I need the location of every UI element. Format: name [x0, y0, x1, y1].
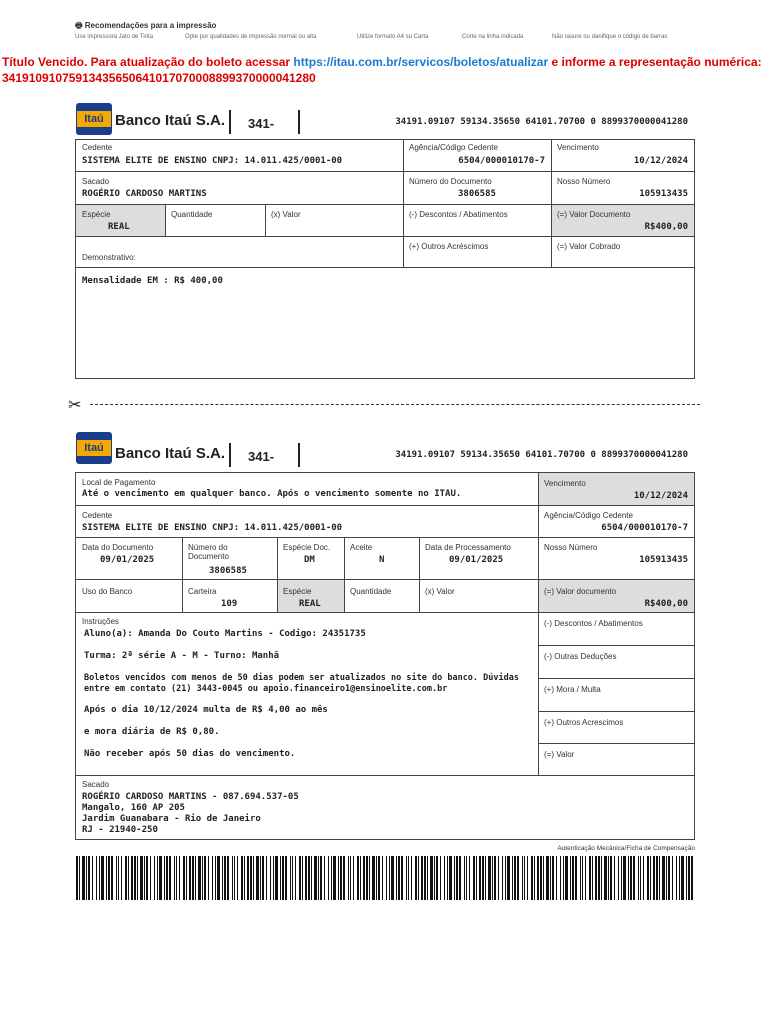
- descontos-cell: [538, 612, 695, 646]
- vencimento-cell: [551, 139, 695, 172]
- numdoc-cell: [182, 537, 278, 580]
- rec-item-3: Utilize formato A4 su Carta: [357, 34, 429, 40]
- recommendations-title-text: Recomendações para a impressão: [84, 21, 217, 30]
- bank-name: Banco Itaú S.A.: [115, 112, 226, 129]
- sacado-district: Jardim Guanabara - Rio de Janeiro: [82, 814, 261, 824]
- label: Carteira: [188, 587, 217, 596]
- especiedoc-cell: [277, 537, 345, 580]
- bank-code: 341-: [248, 449, 275, 464]
- especie-value: REAL: [299, 599, 321, 609]
- label: (-) Descontos / Abatimentos: [409, 210, 508, 219]
- local-cell: [75, 472, 539, 506]
- expired-alert: [2, 54, 766, 86]
- instrucoes-box: [75, 612, 539, 776]
- rec-item-1: Use impressora Jato de Tinta: [75, 34, 154, 40]
- label: Sacado: [82, 780, 110, 789]
- valordoc-cell: [551, 204, 695, 237]
- cedente-value: SISTEMA ELITE DE ENSINO CNPJ: 14.011.425/0001-00: [82, 156, 343, 166]
- agencia-value: 6504/000010170-7: [458, 156, 545, 166]
- cedente-cell: [75, 139, 404, 172]
- alert-prefix: Título Vencido. Para atualização do boleto acessar: [2, 55, 294, 69]
- local-value: Até o vencimento em qualquer banco. Após o vencimento somente no ITAU.: [82, 489, 462, 499]
- nosso-cell: [538, 537, 695, 580]
- aceite-cell: [344, 537, 420, 580]
- label: Nosso Número: [544, 543, 598, 552]
- label: Vencimento: [557, 143, 599, 152]
- datadoc-cell: [75, 537, 183, 580]
- label: (-) Outras Deduções: [544, 652, 617, 661]
- label: Agência/Código Cedente: [409, 143, 498, 152]
- instr-aluno: Aluno(a): Amanda Do Couto Martins - Codigo: 24351735: [84, 629, 366, 639]
- acrescimos-cell: [538, 711, 695, 744]
- label: Cedente: [82, 511, 113, 520]
- label: Demonstrativo:: [82, 253, 136, 262]
- carteira-cell: [182, 579, 278, 613]
- xvalor-cell: [419, 579, 539, 613]
- barcode: [76, 856, 693, 900]
- bank-code: 341-: [248, 116, 275, 131]
- sacado-cell: [75, 171, 404, 205]
- label: (+) Outros Acrescimos: [544, 718, 624, 727]
- label: Espécie: [283, 587, 312, 596]
- label: (=) Valor Documento: [557, 210, 631, 219]
- numdoc-cell: [403, 171, 552, 205]
- demonstrativo-cell: [75, 236, 404, 268]
- especie-value: REAL: [108, 222, 130, 232]
- cedente-cell: [75, 505, 539, 538]
- quantidade-cell: [165, 204, 266, 237]
- especie-cell: [277, 579, 345, 613]
- label: Quantidade: [171, 210, 213, 219]
- label: Número do Documento: [188, 543, 229, 561]
- update-link[interactable]: https://itau.com.br/servicos/boletos/atualizar: [293, 55, 549, 69]
- label: Espécie Doc.: [283, 543, 331, 552]
- nosso-value: 105913435: [639, 189, 688, 199]
- dataproc-cell: [419, 537, 539, 580]
- itau-logo: Itaú: [76, 432, 112, 464]
- xvalor-cell: [265, 204, 404, 237]
- instr-boletos-2: entre em contato (21) 3443-0045 ou apoio.financeiro1@ensinoelite.com.br: [84, 684, 448, 694]
- scissors-icon: ✂: [68, 397, 82, 414]
- mensalidade-text: Mensalidade EM : R$ 400,00: [82, 276, 223, 286]
- printer-icon: 🖶: [75, 21, 85, 30]
- cedente-value: SISTEMA ELITE DE ENSINO CNPJ: 14.011.425/0001-00: [82, 523, 343, 533]
- agencia-cell: [538, 505, 695, 538]
- numdoc-value: 3806585: [209, 566, 247, 576]
- agencia-cell: [403, 139, 552, 172]
- label: (-) Descontos / Abatimentos: [544, 619, 643, 628]
- vencimento-value: 10/12/2024: [633, 491, 688, 501]
- quantidade-cell: [344, 579, 420, 613]
- label: Agência/Código Cedente: [544, 511, 633, 520]
- valordoc-value: R$400,00: [644, 222, 688, 232]
- digitable-line: 34191.09107 59134.35650 64101.70700 0 8899370000041280: [395, 450, 688, 460]
- cut-line: [90, 404, 700, 405]
- vencimento-value: 10/12/2024: [633, 156, 688, 166]
- sacado-value: ROGÉRIO CARDOSO MARTINS: [82, 189, 207, 199]
- label: Aceite: [350, 543, 373, 552]
- label: Data do Documento: [82, 543, 154, 552]
- rec-item-2: Opte por qualidades de impressão normal ou alta: [185, 34, 317, 40]
- auth-label: Autenticação Mecânica/Ficha de Compensação: [557, 845, 695, 852]
- nosso-value: 105913435: [639, 555, 688, 565]
- aceite-value: N: [379, 555, 385, 565]
- demonstrativo-box: [75, 267, 695, 379]
- valordoc-value: R$400,00: [644, 599, 688, 609]
- instr-turma: Turma: 2ª série A - M - Turno: Manhã: [84, 651, 280, 661]
- label: Data de Processamento: [425, 543, 511, 552]
- cobrado-cell: [551, 236, 695, 268]
- label: (+) Mora / Multa: [544, 685, 601, 694]
- sacado-cep: RJ - 21940-250: [82, 825, 158, 835]
- label: Vencimento: [544, 479, 586, 488]
- instr-boletos-1: Boletos vencidos com menos de 50 dias podem ser atualizados no site do banco. Dúvidas: [84, 673, 519, 683]
- carteira-value: 109: [221, 599, 238, 609]
- especiedoc-value: DM: [304, 555, 315, 565]
- bank-name: Banco Itaú S.A.: [115, 445, 226, 462]
- label: Número do Documento: [409, 177, 492, 186]
- mora-cell: [538, 678, 695, 712]
- divider: [298, 443, 300, 467]
- recommendations-title: [75, 20, 216, 34]
- divider: [229, 110, 231, 134]
- descontos-cell: [403, 204, 552, 237]
- label: (=) Valor: [544, 750, 575, 759]
- label: (=) Valor documento: [544, 587, 617, 596]
- digitable-line: 34191.09107 59134.35650 64101.70700 0 8899370000041280: [395, 117, 688, 127]
- instr-nao-receber: Não receber após 50 dias do vencimento.: [84, 749, 296, 759]
- alert-middle: e informe a representação numérica:: [548, 55, 762, 69]
- label: (x) Valor: [271, 210, 301, 219]
- agencia-value: 6504/000010170-7: [601, 523, 688, 533]
- instr-mora: e mora diária de R$ 0,80.: [84, 727, 220, 737]
- label: Instruções: [82, 617, 119, 626]
- divider: [229, 443, 231, 467]
- sacado-box: [75, 775, 695, 840]
- label: Nosso Número: [557, 177, 611, 186]
- sacado-name: ROGÉRIO CARDOSO MARTINS - 087.694.537-05: [82, 792, 299, 802]
- label: (=) Valor Cobrado: [557, 242, 621, 251]
- label: Cedente: [82, 143, 113, 152]
- valor-cell: [538, 743, 695, 776]
- rec-item-5: Não rasure ou danifique o código de barras: [552, 34, 668, 40]
- nosso-cell: [551, 171, 695, 205]
- label: (x) Valor: [425, 587, 455, 596]
- deducoes-cell: [538, 645, 695, 679]
- divider: [298, 110, 300, 134]
- label: Quantidade: [350, 587, 392, 596]
- label: Espécie: [82, 210, 111, 219]
- vencimento-cell: [538, 472, 695, 506]
- label: Uso do Banco: [82, 587, 133, 596]
- valordoc-cell: [538, 579, 695, 613]
- numdoc-value: 3806585: [458, 189, 496, 199]
- alert-numeric: 34191091075913435650641017070008899370000041280: [2, 71, 316, 85]
- outros-cell: [403, 236, 552, 268]
- label: (+) Outros Acréscimos: [409, 242, 489, 251]
- especie-cell: [75, 204, 166, 237]
- datadoc-value: 09/01/2025: [100, 555, 155, 565]
- instr-multa: Após o dia 10/12/2024 multa de R$ 4,00 ao mês: [84, 705, 328, 715]
- usobanco-cell: [75, 579, 183, 613]
- sacado-address: Mangalo, 160 AP 205: [82, 803, 185, 813]
- rec-item-4: Corte na linha indicada: [462, 34, 524, 40]
- dataproc-value: 09/01/2025: [449, 555, 504, 565]
- label: Local de Pagamento: [82, 478, 156, 487]
- itau-logo: Itaú: [76, 103, 112, 135]
- label: Sacado: [82, 177, 110, 186]
